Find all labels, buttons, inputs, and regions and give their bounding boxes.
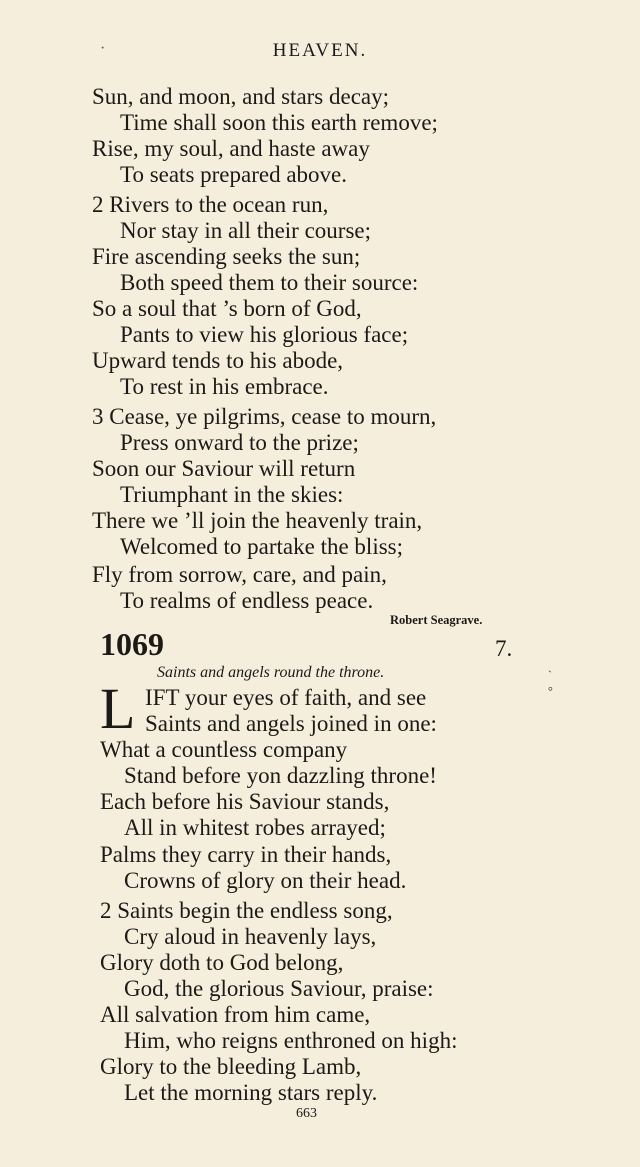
verse-line: Rise, my soul, and haste away	[92, 136, 370, 161]
verse-line: 3 Cease, ye pilgrims, cease to mourn,	[92, 404, 437, 429]
verse-line: To realms of endless peace.	[120, 588, 374, 613]
margin-mark: °	[548, 684, 553, 698]
verse-line: Fire ascending seeks the sun;	[92, 244, 361, 269]
verse-line: Welcomed to partake the bliss;	[120, 534, 404, 559]
margin-mark: `	[548, 668, 552, 682]
author-attribution: Robert Seagrave.	[390, 613, 483, 627]
verse-line: Press onward to the prize;	[120, 430, 359, 455]
hymn-subtitle: Saints and angels round the throne.	[157, 664, 385, 681]
page-number: 663	[296, 1106, 317, 1121]
verse-line: Glory doth to God belong,	[100, 950, 344, 975]
verse-line: Fly from sorrow, care, and pain,	[92, 562, 387, 587]
verse-line: So a soul that ’s born of God,	[92, 296, 362, 321]
verse-line: Triumphant in the skies:	[120, 482, 344, 507]
verse-line: IFT your eyes of faith, and see	[145, 685, 427, 710]
verse-line: Time shall soon this earth remove;	[120, 110, 438, 135]
verse-line: All in whitest robes arrayed;	[124, 815, 386, 840]
verse-line: 2 Rivers to the ocean run,	[92, 192, 329, 217]
margin-dot: ·	[100, 40, 106, 57]
verse-line: Saints and angels joined in one:	[145, 711, 437, 736]
verse-line: All salvation from him came,	[100, 1002, 371, 1027]
verse-line: Soon our Saviour will return	[92, 456, 356, 481]
hymn-meter: 7.	[495, 636, 513, 661]
verse-line: Each before his Saviour stands,	[100, 789, 390, 814]
hymn-number: 1069	[100, 626, 164, 662]
verse-line: Him, who reigns enthroned on high:	[124, 1028, 458, 1053]
verse-line: Nor stay in all their course;	[120, 218, 372, 243]
verse-line: To rest in his embrace.	[120, 374, 329, 399]
verse-line: Glory to the bleeding Lamb,	[100, 1054, 362, 1079]
verse-line: Cry aloud in heavenly lays,	[124, 924, 377, 949]
verse-line: Stand before yon dazzling throne!	[124, 763, 437, 788]
verse-line: 2 Saints begin the endless song,	[100, 898, 393, 923]
verse-line: What a countless company	[100, 737, 348, 762]
verse-line: Pants to view his glorious face;	[120, 322, 409, 347]
verse-line: Palms they carry in their hands,	[100, 842, 392, 867]
verse-line: There we ’ll join the heavenly train,	[92, 508, 423, 533]
verse-line: Sun, and moon, and stars decay;	[92, 84, 390, 109]
drop-cap: L	[100, 676, 136, 741]
verse-line: God, the glorious Saviour, praise:	[124, 976, 434, 1001]
verse-line: Upward tends to his abode,	[92, 348, 344, 373]
page-header: HEAVEN.	[272, 40, 368, 61]
verse-line: Crowns of glory on their head.	[124, 868, 407, 893]
verse-line: To seats prepared above.	[120, 162, 348, 187]
verse-line: Let the morning stars reply.	[124, 1080, 378, 1105]
verse-line: Both speed them to their source:	[120, 270, 419, 295]
